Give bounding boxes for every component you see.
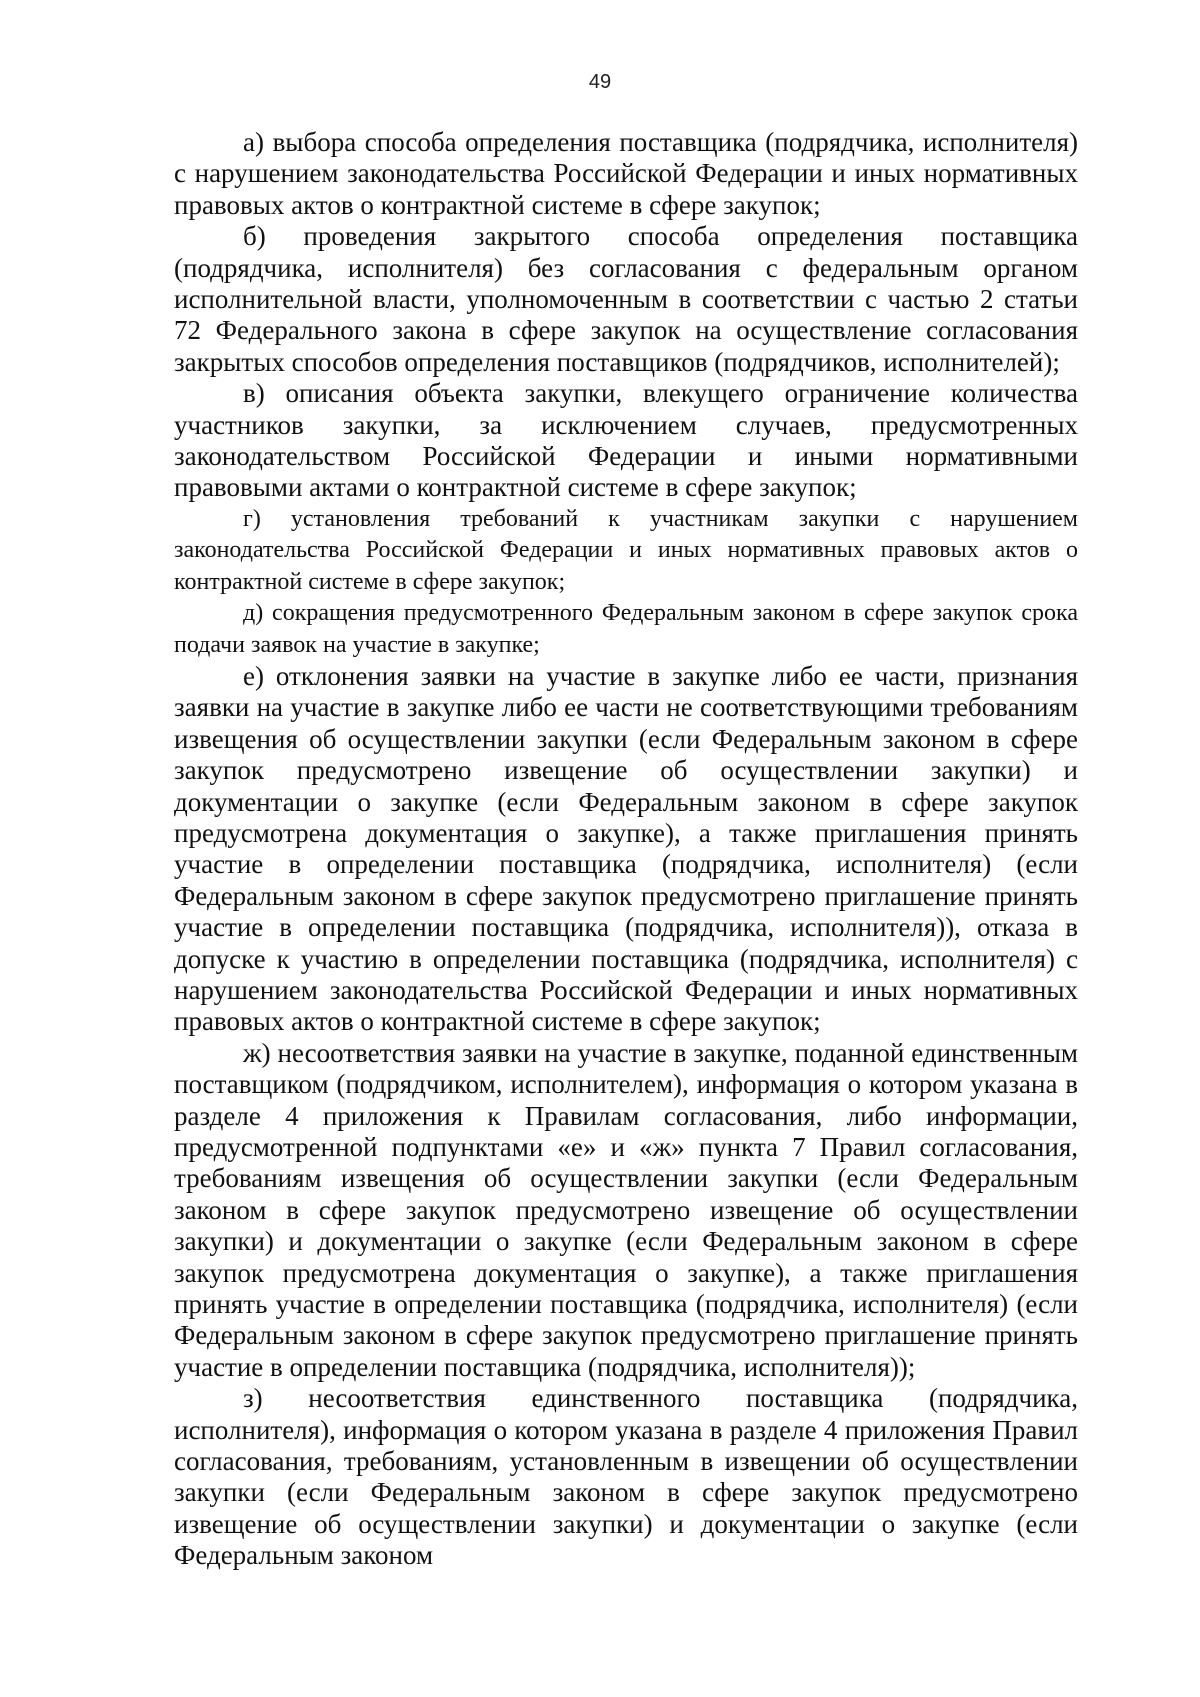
paragraph-z: з) несоответствия единственного поставщика (подрядчика, исполнителя), информация о котором указана в разделе 4 приложения Правил согласования, требованиям, установленным в извещении об осуществлении закупки (если Федеральным законом в сфере закупок предусмотрено извещение об осуществлении закупки) и документации о закупке (если Федеральным законом (174, 1383, 1078, 1571)
paragraph-b: б) проведения закрытого способа определения поставщика (подрядчика, исполнителя) без согласования с федеральным органом исполнительной власти, уполномоченным в соответствии с частью 2 статьи 72 Федерального закона в сфере закупок на осуществление согласования закрытых способов определения поставщиков (подрядчиков, исполнителей); (174, 221, 1078, 377)
paragraph-d: д) сокращения предусмотренного Федеральным законом в сфере закупок срока подачи заявок на участие в закупке; (174, 600, 1078, 658)
page-number: 49 (588, 71, 612, 93)
paragraph-a: а) выбора способа определения поставщика (подрядчика, исполнителя) с нарушением законодательства Российской Федерации и иных нормативных правовых актов о контрактной системе в сфере закупок; (174, 127, 1078, 220)
paragraph-e: е) отклонения заявки на участие в закупке либо ее части, признания заявки на участие в закупке либо ее части не соответствующими требованиям извещения об осуществлении закупки (если Федеральным законом в сфере закупок предусмотрено извещение об осуществлении закупки) и документации о закупке (если Федеральным законом в сфере закупок предусмотрена документация о закупке), а также приглашения принять участие в определении поставщика (подрядчика, исполнителя) (если Федеральным законом в сфере закупок предусмотрено приглашение принять участие в определении поставщика (подрядчика, исполнителя)), отказа в допуске к участию в определении поставщика (подрядчика, исполнителя) с нарушением законодательства Российской Федерации и иных нормативных правовых актов о контрактной системе в сфере закупок; (174, 660, 1078, 1037)
paragraph-g: г) установления требований к участникам закупки с нарушением законодательства Российской Федерации и иных нормативных правовых актов о контрактной системе в сфере закупок; (174, 505, 1078, 595)
paragraph-v: в) описания объекта закупки, влекущего ограничение количества участников закупки, за исключением случаев, предусмотренных законодательством Российской Федерации и иными нормативными правовыми актами о контрактной системе в сфере закупок; (174, 378, 1078, 503)
paragraph-zh: ж) несоответствия заявки на участие в закупке, поданной единственным поставщиком (подрядчиком, исполнителем), информация о котором указана в разделе 4 приложения к Правилам согласования, либо информации, предусмотренной подпунктами «е» и «ж» пункта 7 Правил согласования, требованиям извещения об осуществлении закупки (если Федеральным законом в сфере закупок предусмотрено извещение об осуществлении закупки) и документации о закупке (если Федеральным законом в сфере закупок предусмотрена документация о закупке), а также приглашения принять участие в определении поставщика (подрядчика, исполнителя) (если Федеральным законом в сфере закупок предусмотрено приглашение принять участие в определении поставщика (подрядчика, исполнителя)); (174, 1037, 1078, 1382)
document-body (174, 127, 1078, 1572)
